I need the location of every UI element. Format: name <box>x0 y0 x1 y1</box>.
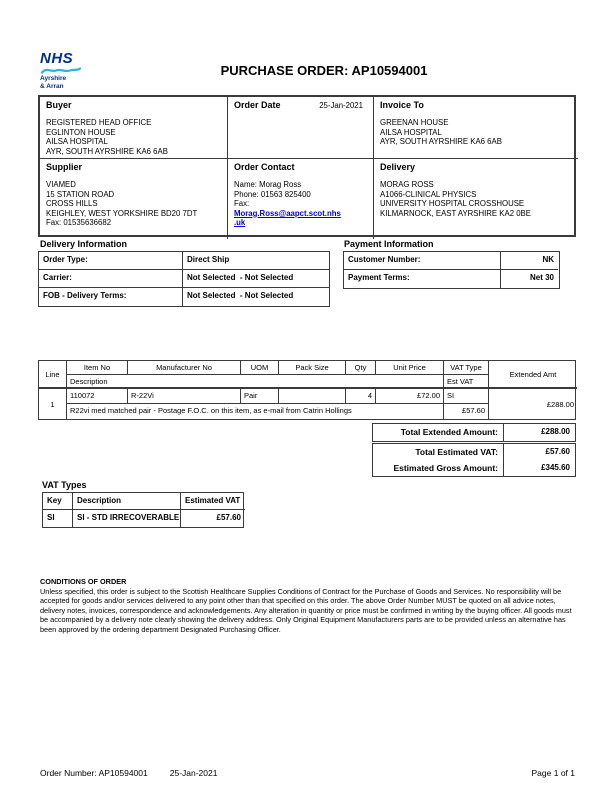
col-header-est-vat: Est VAT <box>444 375 489 389</box>
invoice-to-address <box>380 118 572 147</box>
item-uom: Pair <box>241 389 279 404</box>
vat-row-estimated-vat: £57.60 <box>216 513 241 522</box>
supplier-address <box>46 180 221 228</box>
vat-col-estimated-vat: Estimated VAT <box>181 493 245 510</box>
item-description: R22vi med matched pair - Postage F.O.C. on this item, as e-mail from Catrin Hollings <box>67 404 444 419</box>
footer-order-info <box>40 768 217 778</box>
item-line-number: 1 <box>39 389 67 419</box>
buyer-address-line: AYR, SOUTH AYRSHIRE KA6 6AB <box>46 146 168 156</box>
invoice-to-address-line: AILSA HOSPITAL <box>380 127 442 137</box>
buyer-address-line: EGLINTON HOUSE <box>46 127 116 137</box>
vat-types-heading: VAT Types <box>42 480 87 490</box>
payment-terms-label: Payment Terms: <box>344 270 501 288</box>
invoice-to-label: Invoice To <box>380 100 424 110</box>
invoice-to-cell <box>374 97 578 159</box>
item-no: 110072 <box>67 389 128 404</box>
customer-number-label: Customer Number: <box>344 252 501 270</box>
item-est-vat: £57.60 <box>444 404 489 419</box>
col-header-line: Line <box>39 361 67 389</box>
total-vat-gross-box <box>372 443 576 477</box>
col-header-vat-type: VAT Type <box>444 361 489 375</box>
col-header-unit-price: Unit Price <box>376 361 444 375</box>
vat-types-table <box>42 492 244 528</box>
buyer-address-line: REGISTERED HEAD OFFICE <box>46 118 152 127</box>
footer-date: 25-Jan-2021 <box>169 768 218 778</box>
contact-email-link[interactable]: Morag.Ross@aapct.scot.nhs.uk <box>234 208 341 228</box>
vat-col-description: Description <box>73 493 181 510</box>
page-title: PURCHASE ORDER: AP10594001 <box>220 63 428 78</box>
line-items-table <box>38 360 576 420</box>
vat-row-key: SI <box>43 510 73 527</box>
delivery-label: Delivery <box>380 162 416 172</box>
order-contact-label: Order Contact <box>234 162 295 172</box>
carrier-value: Not Selected - Not Selected <box>183 270 329 288</box>
conditions-heading: CONDITIONS OF ORDER <box>40 577 127 586</box>
supplier-address-line: CROSS HILLS <box>46 199 98 209</box>
total-extended-label: Total Extended Amount: <box>400 427 498 437</box>
item-pack-size <box>279 389 346 404</box>
fob-delivery-terms-value: Not Selected - Not Selected <box>187 291 294 300</box>
buyer-cell <box>40 97 228 159</box>
footer-order-number: Order Number: AP10594001 <box>40 768 148 778</box>
carrier-label: Carrier: <box>39 270 183 288</box>
supplier-label: Supplier <box>46 162 83 172</box>
col-header-pack-size: Pack Size <box>279 361 346 375</box>
order-contact-cell <box>228 159 374 239</box>
contact-phone: Phone: 01563 825400 <box>234 189 311 199</box>
invoice-to-address-line: AYR, SOUTH AYRSHIRE KA6 6AB <box>380 137 502 147</box>
delivery-information-heading: Delivery Information <box>40 239 128 249</box>
total-extended-box <box>372 423 576 442</box>
col-header-qty: Qty <box>346 361 376 375</box>
item-extended-amt: £288.00 <box>546 399 574 409</box>
supplier-address-line: 15 STATION ROAD <box>46 189 115 199</box>
nhs-region-line2: & Arran <box>40 82 64 90</box>
delivery-address-line: KILMARNOCK, EAST AYRSHIRE KA2 0BE <box>380 208 531 218</box>
total-extended-value: £288.00 <box>503 424 573 441</box>
supplier-fax: Fax: 01535636682 <box>46 218 112 228</box>
item-manufacturer-no: R-22Vi <box>128 389 241 404</box>
buyer-address <box>46 118 221 156</box>
col-header-description: Description <box>67 375 444 389</box>
item-vat-type: SI <box>444 389 489 404</box>
supplier-address-line: VIAMED <box>46 180 76 189</box>
order-date-cell <box>228 97 374 159</box>
payment-information-table <box>343 251 560 289</box>
order-date-label: Order Date <box>234 100 281 110</box>
payment-terms-value: Net 30 <box>529 273 554 282</box>
order-header-table <box>38 95 576 237</box>
footer-page-number: Page 1 of 1 <box>531 768 575 778</box>
order-type-label: Order Type: <box>39 252 183 270</box>
delivery-address <box>380 180 572 218</box>
nhs-region-line1: Ayrshire <box>40 75 67 82</box>
delivery-cell <box>374 159 578 239</box>
order-date-value: 25-Jan-2021 <box>319 101 363 110</box>
delivery-address-line: MORAG ROSS <box>380 180 434 189</box>
col-header-item-no: Item No <box>67 361 128 375</box>
buyer-address-line: AILSA HOSPITAL <box>46 137 108 147</box>
order-contact-lines <box>234 180 367 228</box>
contact-fax: Fax: <box>234 199 250 209</box>
col-header-uom: UOM <box>241 361 279 375</box>
delivery-address-line: UNIVERSITY HOSPITAL CROSSHOUSE <box>380 199 525 209</box>
supplier-cell <box>40 159 228 239</box>
col-header-manufacturer-no: Manufacturer No <box>128 361 241 375</box>
estimated-gross-value: £345.60 <box>503 460 573 476</box>
supplier-address-line: KEIGHLEY, WEST YORKSHIRE BD20 7DT <box>46 208 198 218</box>
conditions-body: Unless specified, this order is subject to the Scottish Healthcare Supplies Conditions of Contract for the Purchase of Goods and Services. No responsibility will be accepted for goods and/or services delivered to any point other than that specified on this order. The above Order Number MUST be quoted on all advice notes, delivery notes, invoices, correspondence and acknowledgements. Any alteration in quantity or price must be confirmed in writing by the buying officer. All goods must be accompanied by a delivery note clearly showing the delivery address. Only Original Equipment Manufacturers parts are to be provided unless an alternative has been approved by the ordering department Designated Purchasing Officer. <box>40 586 572 634</box>
conditions-of-order <box>40 577 576 635</box>
col-header-extended-amt: Extended Amt <box>489 361 577 389</box>
buyer-label: Buyer <box>46 100 72 110</box>
total-estimated-vat-label: Total Estimated VAT: <box>415 447 498 457</box>
item-unit-price: £72.00 <box>376 389 444 404</box>
delivery-information-table <box>38 251 330 307</box>
order-type-value: Direct Ship <box>183 252 329 270</box>
item-qty: 4 <box>346 389 376 404</box>
fob-delivery-terms-label: FOB - Delivery Terms: <box>39 288 183 306</box>
estimated-gross-label: Estimated Gross Amount: <box>393 463 498 473</box>
vat-col-key: Key <box>43 493 73 510</box>
delivery-address-line: A1066-CLINICAL PHYSICS <box>380 189 477 199</box>
customer-number-value: NK <box>501 252 558 270</box>
payment-information-heading: Payment Information <box>344 239 434 249</box>
nhs-logo-text: NHS <box>40 50 74 67</box>
invoice-to-address-line: GREENAN HOUSE <box>380 118 449 127</box>
total-estimated-vat-value: £57.60 <box>503 444 573 460</box>
contact-name: Name: Morag Ross <box>234 180 302 189</box>
vat-row-description: SI - STD IRRECOVERABLE <box>73 510 181 527</box>
